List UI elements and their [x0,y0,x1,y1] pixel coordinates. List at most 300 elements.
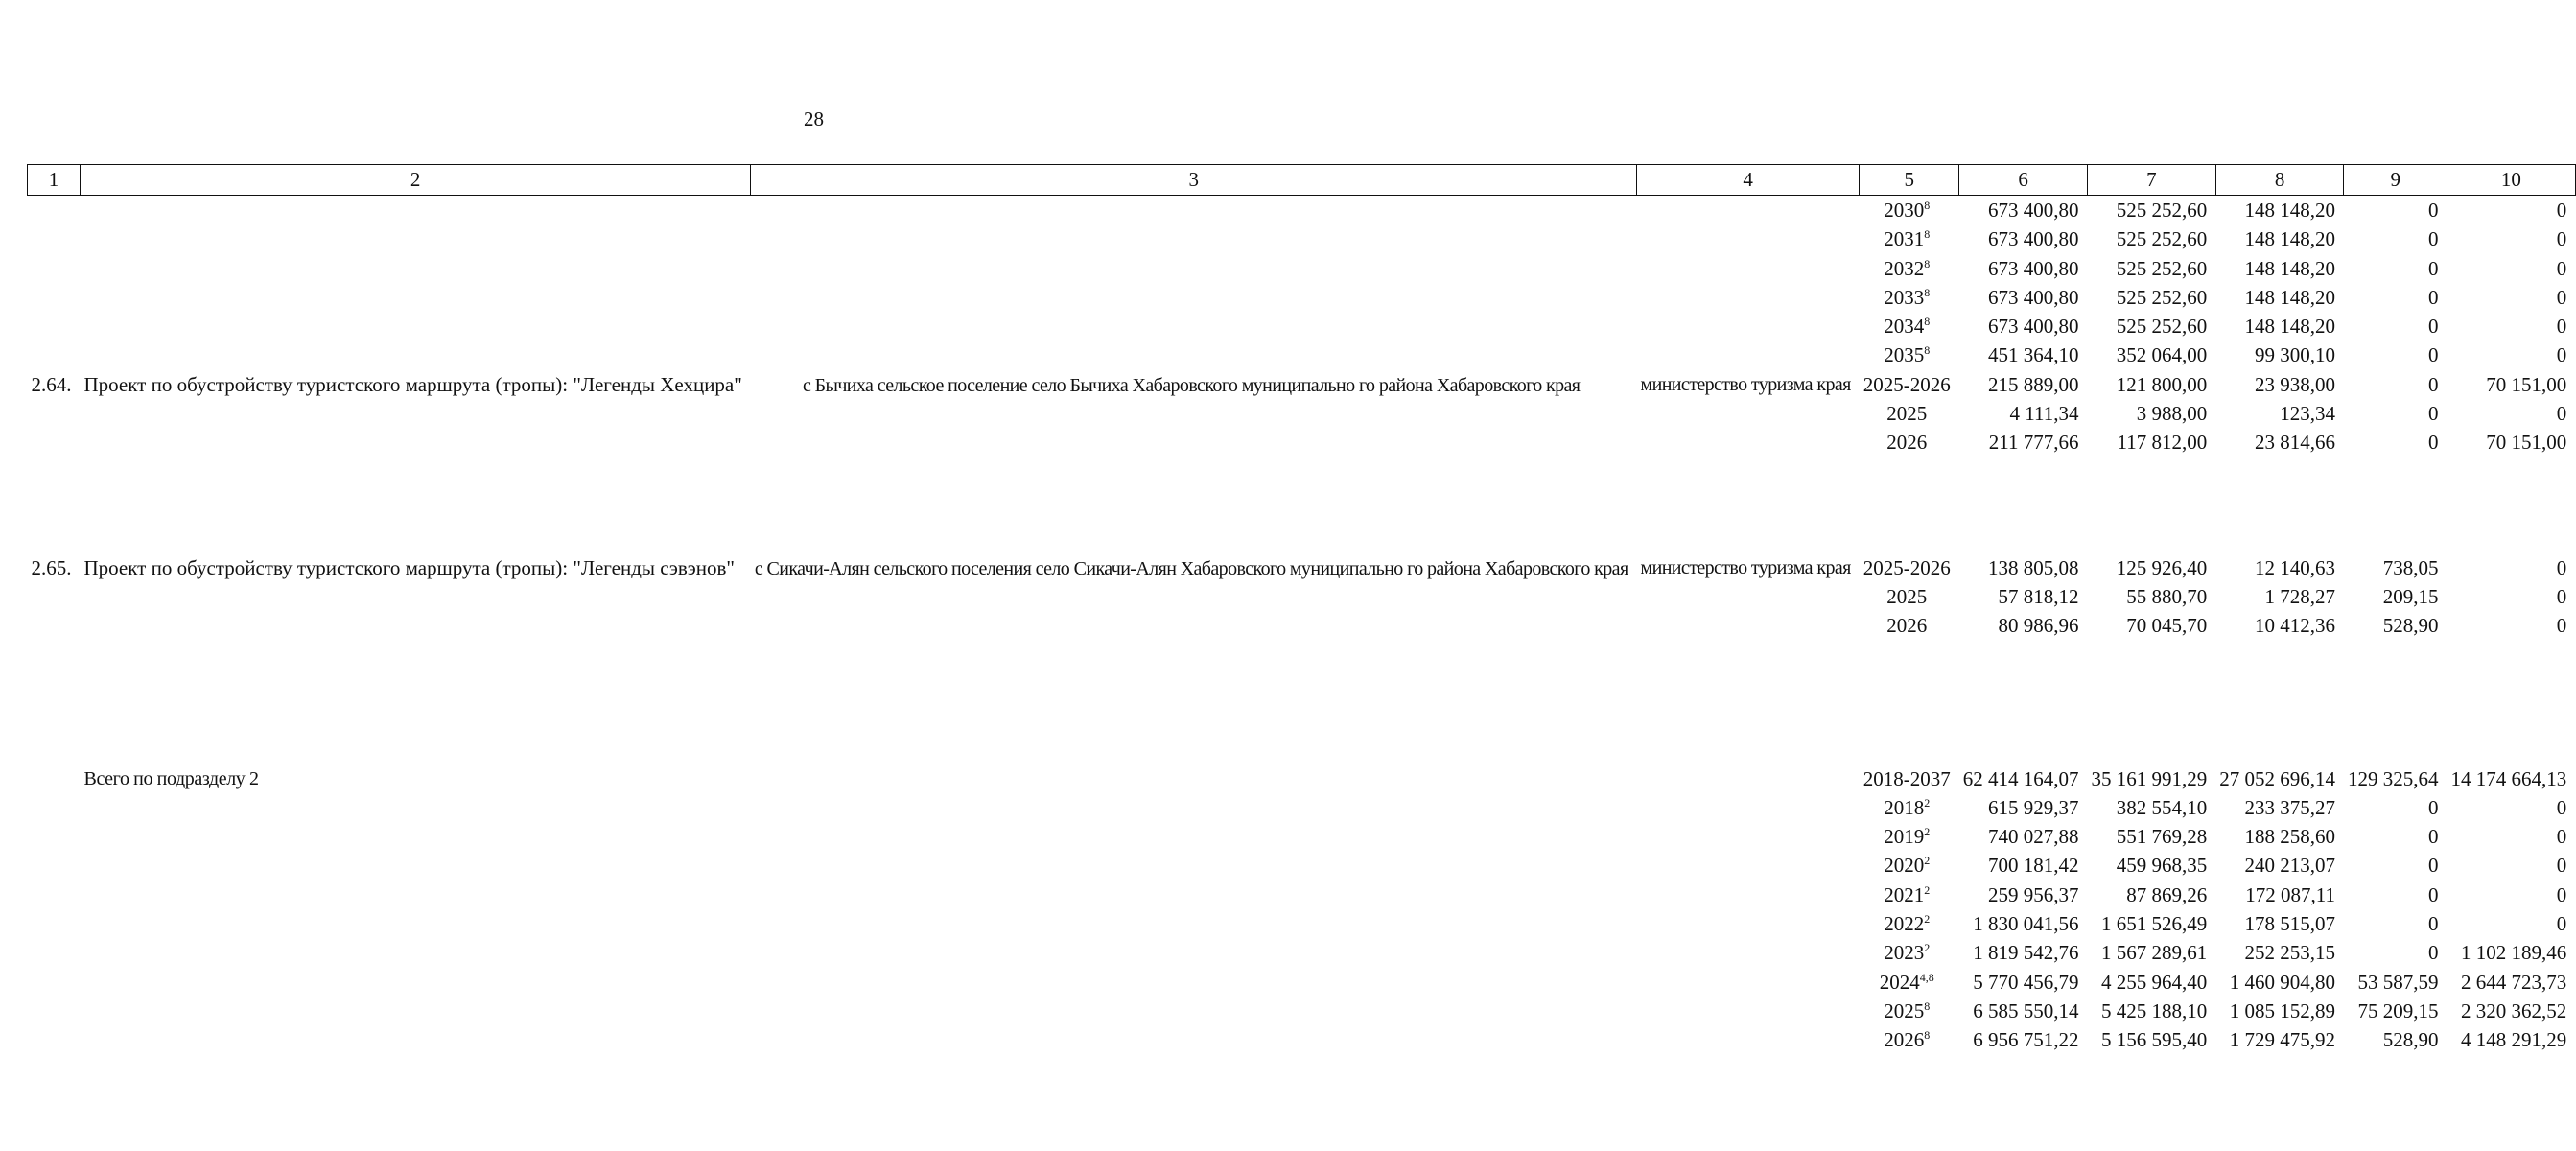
empty-cell [1637,283,1860,312]
amount-cell: 62 414 164,07 [1962,766,2079,790]
empty-cell [1860,702,1959,723]
empty-cell [28,283,81,312]
empty-cell [2215,661,2344,682]
amount-cell: 0 [2427,941,2439,965]
amount-cell: 2 644 723,73 [2460,970,2567,994]
empty-cell [2087,743,2215,764]
amount-cell: 1 819 542,76 [1973,941,2079,965]
project-name-text: Проект по обустройству туристского маршрута (тропы): "Легенды сэвэнов" [83,555,735,579]
empty-cell [81,312,751,341]
empty-cell [2447,515,2575,534]
amount-cell: 53 587,59 [2357,970,2439,994]
empty-cell [28,312,81,341]
year-value: 2026 [1886,614,1928,638]
empty-cell [2215,743,2344,764]
empty-cell [1860,723,1959,744]
amount-cell: 525 252,60 [2116,256,2208,280]
amount-cell: 1 567 289,61 [2100,941,2208,965]
header-cell: 6 [1959,165,2088,196]
year-value: 2021 [1884,882,1925,906]
amount-cell: 1 460 904,80 [2229,970,2335,994]
header-cell: 5 [1860,165,1959,196]
amount-cell: 525 252,60 [2116,199,2208,222]
amount-cell: 12 140,63 [2254,555,2335,579]
empty-cell [81,224,751,253]
empty-cell [1860,641,1959,662]
header-cell: 2 [81,165,751,196]
empty-cell [2447,496,2575,515]
empty-cell [2344,702,2447,723]
table-row [28,553,2576,582]
year-value: 2025 [1886,402,1928,426]
year-footnote: 8 [1924,1028,1931,1043]
header-cell: 10 [2447,165,2575,196]
empty-cell [28,254,81,283]
amount-cell: 0 [2556,854,2567,878]
amount-cell: 6 585 550,14 [1973,998,2079,1022]
amount-cell: 1 651 526,49 [2100,912,2208,936]
empty-cell [2447,641,2575,662]
amount-cell: 178 515,07 [2244,912,2335,936]
amount-cell: 1 830 041,56 [1973,912,2079,936]
header-cell: 3 [751,165,1637,196]
empty-cell [1959,534,2088,553]
page-number: 28 [804,107,824,130]
amount-cell: 0 [2427,402,2439,426]
year-footnote: 8 [1924,256,1931,270]
amount-cell: 55 880,70 [2126,584,2208,608]
amount-cell: 70 045,70 [2126,614,2208,638]
amount-cell: 99 300,10 [2254,343,2335,367]
empty-cell [2344,661,2447,682]
project-name [81,370,751,553]
project-location [751,370,1637,553]
empty-cell [2344,682,2447,703]
empty-cell [2087,458,2215,477]
empty-cell [751,764,1637,1055]
empty-cell [751,254,1637,283]
amount-cell: 35 161 991,29 [2091,766,2208,790]
empty-cell [1959,641,2088,662]
empty-cell [28,341,81,369]
amount-cell: 673 400,80 [1987,285,2079,309]
amount-cell: 0 [2556,285,2567,309]
year-value: 2025 [1886,584,1928,608]
agency-text: министерство туризма края [1640,556,1851,578]
empty-cell [1860,682,1959,703]
amount-cell: 125 926,40 [2116,555,2208,579]
year-cell [1860,938,1959,967]
amount-cell: 70 151,00 [2486,372,2567,396]
year-footnote: 2 [1924,941,1931,955]
amount-cell: 451 364,10 [1987,343,2079,367]
empty-cell [2215,641,2344,662]
empty-cell [2447,534,2575,553]
empty-cell [1959,723,2088,744]
amount-cell: 0 [2556,584,2567,608]
year-footnote: 8 [1924,315,1931,329]
year-value: 2023 [1884,941,1925,965]
year-value: 2034 [1884,315,1925,339]
amount-cell: 0 [2427,795,2439,819]
amount-cell: 87 869,26 [2126,882,2208,906]
empty-cell [1959,515,2088,534]
year-value: 2018-2037 [1862,766,1951,790]
empty-cell [2344,534,2447,553]
amount-cell: 0 [2427,343,2439,367]
empty-cell [2215,702,2344,723]
year-value: 2025 [1884,998,1925,1022]
empty-cell [1959,458,2088,477]
year-value: 2035 [1884,343,1925,367]
amount-cell: 148 148,20 [2244,285,2335,309]
empty-cell [2087,496,2215,515]
empty-cell [1959,496,2088,515]
amount-cell: 673 400,80 [1987,199,2079,222]
year-value: 2030 [1884,199,1925,222]
amount-cell: 352 064,00 [2116,343,2208,367]
amount-cell: 5 770 456,79 [1973,970,2079,994]
table-row [28,312,2576,341]
amount-cell: 738,05 [2382,555,2439,579]
amount-cell: 1 085 152,89 [2229,998,2335,1022]
year-footnote: 2 [1924,825,1931,839]
year-footnote: 2 [1924,882,1931,897]
year-cell [1860,793,1959,822]
amount-cell: 129 325,64 [2347,766,2439,790]
year-cell [1860,611,1959,640]
amount-cell: 70 151,00 [2486,431,2567,455]
empty-cell [2215,496,2344,515]
year-value: 2019 [1884,825,1925,849]
amount-cell: 188 258,60 [2244,825,2335,849]
table-row [28,196,2576,225]
empty-cell [28,196,81,225]
empty-cell [28,224,81,253]
amount-cell: 740 027,88 [1987,825,2079,849]
year-value: 2024 [1879,970,1920,994]
year-cell [1860,341,1959,369]
amount-cell: 148 148,20 [2244,227,2335,251]
amount-cell: 138 805,08 [1987,555,2079,579]
empty-cell [2447,743,2575,764]
amount-cell: 0 [2427,912,2439,936]
year-footnote: 8 [1924,998,1931,1013]
empty-cell [2087,682,2215,703]
year-cell [1860,1025,1959,1054]
amount-cell: 2 320 362,52 [2460,998,2567,1022]
table-body [28,196,2576,1055]
empty-cell [1959,702,2088,723]
amount-cell: 172 087,11 [2245,882,2335,906]
empty-cell [1637,764,1860,1055]
amount-cell: 0 [2427,285,2439,309]
year-cell [1860,909,1959,938]
year-cell [1860,224,1959,253]
table-row [28,764,2576,793]
amount-cell: 1 728,27 [2264,584,2335,608]
empty-cell [2344,641,2447,662]
empty-cell [1860,477,1959,496]
empty-cell [1959,682,2088,703]
amount-cell: 0 [2427,882,2439,906]
amount-cell: 215 889,00 [1987,372,2079,396]
amount-cell: 615 929,37 [1987,795,2079,819]
amount-cell: 4 111,34 [2009,402,2079,426]
empty-cell [751,312,1637,341]
empty-cell [2447,458,2575,477]
amount-cell: 0 [2556,227,2567,251]
table-row [28,370,2576,399]
amount-cell: 23 814,66 [2254,431,2335,455]
budget-table [27,164,2576,1055]
amount-cell: 209,15 [2382,584,2439,608]
empty-cell [1959,743,2088,764]
amount-cell: 525 252,60 [2116,315,2208,339]
year-cell [1860,254,1959,283]
amount-cell: 0 [2427,825,2439,849]
amount-cell: 148 148,20 [2244,256,2335,280]
year-footnote: 8 [1924,227,1931,242]
empty-cell [1860,661,1959,682]
amount-cell: 0 [2427,854,2439,878]
empty-cell [2447,682,2575,703]
empty-cell [1860,458,1959,477]
table-row [28,224,2576,253]
empty-cell [1860,496,1959,515]
location-text: с Бычиха сельское поселение село Бычиха Хабаровского муниципально го района Хабаровского края [802,374,1581,396]
header-cell: 8 [2215,165,2344,196]
year-value: 2033 [1884,285,1925,309]
amount-cell: 673 400,80 [1987,315,2079,339]
amount-cell: 148 148,20 [2244,199,2335,222]
empty-cell [1959,661,2088,682]
year-footnote: 8 [1924,285,1931,299]
empty-cell [81,254,751,283]
project-name-text: Проект по обустройству туристского маршрута (тропы): "Легенды Хехцира" [83,372,742,396]
amount-cell: 0 [2556,555,2567,579]
empty-cell [2087,661,2215,682]
empty-cell [1959,477,2088,496]
amount-cell: 233 375,27 [2244,795,2335,819]
year-value: 2018 [1884,795,1925,819]
year-value: 2026 [1886,431,1928,455]
year-cell [1860,822,1959,851]
year-cell [1860,428,1959,457]
amount-cell: 27 052 696,14 [2219,766,2335,790]
header-cell: 1 [28,165,81,196]
empty-cell [2087,702,2215,723]
empty-cell [2215,723,2344,744]
empty-cell [1637,224,1860,253]
table-row [28,254,2576,283]
amount-cell: 0 [2556,795,2567,819]
amount-cell: 459 968,35 [2116,854,2208,878]
amount-cell: 0 [2556,199,2567,222]
empty-cell [2344,477,2447,496]
empty-cell [751,224,1637,253]
empty-cell [2087,534,2215,553]
empty-cell [2087,723,2215,744]
amount-cell: 1 729 475,92 [2229,1028,2335,1052]
project-name [81,553,751,764]
amount-cell: 14 174 664,13 [2450,766,2567,790]
project-location [751,553,1637,764]
amount-cell: 0 [2556,912,2567,936]
year-value: 2032 [1884,256,1925,280]
amount-cell: 5 156 595,40 [2100,1028,2208,1052]
empty-cell [751,283,1637,312]
year-value: 2025-2026 [1862,372,1951,396]
responsible-agency [1637,553,1860,764]
project-number: 2.65. [31,555,72,579]
amount-cell: 1 102 189,46 [2460,941,2567,965]
amount-cell: 0 [2556,402,2567,426]
year-value: 2025-2026 [1862,555,1951,579]
year-cell [1860,881,1959,909]
empty-cell [2215,477,2344,496]
amount-cell: 252 253,15 [2244,941,2335,965]
empty-cell [81,341,751,369]
header-cell: 7 [2087,165,2215,196]
empty-cell [1860,534,1959,553]
amount-cell: 0 [2427,227,2439,251]
empty-cell [2344,515,2447,534]
amount-cell: 0 [2556,343,2567,367]
project-number: 2.64. [31,372,72,396]
column-number-header [28,165,2576,196]
empty-cell [2215,534,2344,553]
empty-cell [2447,661,2575,682]
empty-cell [2087,515,2215,534]
amount-cell: 0 [2556,315,2567,339]
empty-cell [81,196,751,225]
empty-cell [1637,312,1860,341]
year-value: 2022 [1884,912,1925,936]
amount-cell: 0 [2556,256,2567,280]
amount-cell: 528,90 [2382,614,2439,638]
year-cell [1860,399,1959,428]
amount-cell: 0 [2427,372,2439,396]
year-cell [1860,997,1959,1025]
amount-cell: 10 412,36 [2254,614,2335,638]
year-cell [1860,851,1959,880]
amount-cell: 148 148,20 [2244,315,2335,339]
amount-cell: 117 812,00 [2117,431,2208,455]
amount-cell: 23 938,00 [2254,372,2335,396]
year-value: 2020 [1884,854,1925,878]
empty-cell [2087,477,2215,496]
header-cell: 9 [2344,165,2447,196]
amount-cell: 0 [2556,882,2567,906]
empty-cell [2344,743,2447,764]
empty-cell [2344,496,2447,515]
amount-cell: 240 213,07 [2244,854,2335,878]
amount-cell: 121 800,00 [2116,372,2208,396]
empty-cell [1860,743,1959,764]
amount-cell: 528,90 [2382,1028,2439,1052]
amount-cell: 5 425 188,10 [2100,998,2208,1022]
empty-cell [1637,196,1860,225]
empty-cell [1637,254,1860,283]
amount-cell: 4 255 964,40 [2100,970,2208,994]
empty-cell [2215,682,2344,703]
amount-cell: 700 181,42 [1987,854,2079,878]
amount-cell: 123,34 [2280,402,2335,426]
amount-cell: 259 956,37 [1987,882,2079,906]
amount-cell: 551 769,28 [2116,825,2208,849]
amount-cell: 75 209,15 [2357,998,2439,1022]
amount-cell: 0 [2556,825,2567,849]
table-row [28,283,2576,312]
empty-cell [2447,477,2575,496]
year-cell [1860,196,1959,225]
year-value: 2026 [1884,1028,1925,1052]
amount-cell: 6 956 751,22 [1973,1028,2079,1052]
year-footnote: 8 [1924,343,1931,358]
amount-cell: 0 [2427,315,2439,339]
location-text: с Сикачи-Алян сельского поселения село Сикачи-Алян Хабаровского муниципально го района Хабаровского края [754,557,1628,579]
empty-cell [28,764,81,1055]
empty-cell [751,341,1637,369]
amount-cell: 0 [2556,614,2567,638]
empty-cell [1637,341,1860,369]
year-cell [1860,312,1959,341]
amount-cell: 57 818,12 [1998,584,2079,608]
header-cell: 4 [1637,165,1860,196]
amount-cell: 0 [2427,256,2439,280]
year-footnote: 2 [1924,854,1931,868]
year-cell [1860,582,1959,611]
amount-cell: 0 [2427,431,2439,455]
empty-cell [2344,458,2447,477]
year-cell [1860,553,1959,582]
empty-cell [2215,458,2344,477]
amount-cell: 382 554,10 [2116,795,2208,819]
year-cell [1860,968,1959,997]
table-row [28,341,2576,369]
amount-cell: 525 252,60 [2116,285,2208,309]
empty-cell [2087,641,2215,662]
year-value: 2031 [1884,227,1925,251]
amount-cell: 211 777,66 [1988,431,2079,455]
empty-cell [2215,515,2344,534]
year-cell [1860,764,1959,793]
empty-cell [2447,702,2575,723]
amount-cell: 673 400,80 [1987,227,2079,251]
year-footnote: 2 [1924,912,1931,927]
amount-cell: 673 400,80 [1987,256,2079,280]
empty-cell [1860,515,1959,534]
agency-text: министерство туризма края [1640,373,1851,395]
empty-cell [81,283,751,312]
amount-cell: 525 252,60 [2116,227,2208,251]
empty-cell [2344,723,2447,744]
amount-cell: 3 988,00 [2136,402,2208,426]
year-cell [1860,370,1959,399]
year-cell [1860,283,1959,312]
amount-cell: 0 [2427,199,2439,222]
empty-cell [751,196,1637,225]
year-footnote: 4,8 [1919,970,1934,984]
amount-cell: 80 986,96 [1998,614,2079,638]
total-label: Всего по подразделу 2 [83,767,259,789]
empty-cell [2447,723,2575,744]
amount-cell: 4 148 291,29 [2460,1028,2567,1052]
responsible-agency [1637,370,1860,553]
year-footnote: 2 [1924,795,1931,810]
year-footnote: 8 [1924,199,1931,212]
